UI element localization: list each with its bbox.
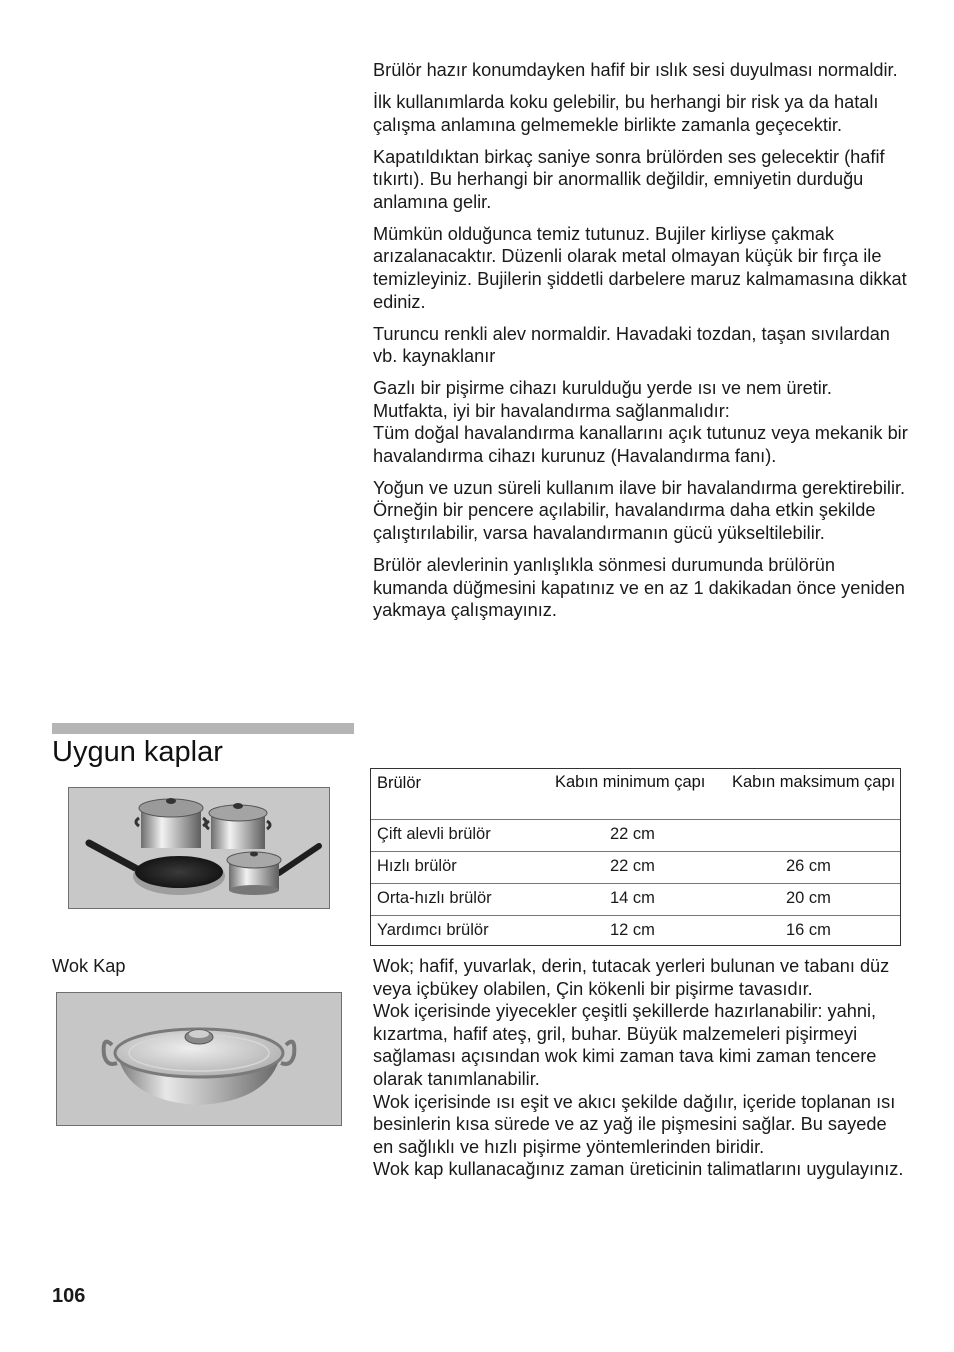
wok-label: Wok Kap [52, 956, 126, 976]
table-cell: 22 cm [610, 825, 655, 843]
table-cell: 16 cm [786, 921, 831, 939]
table-cell: Yardımcı brülör [377, 921, 489, 939]
instructions-text [373, 59, 908, 631]
table-cell: 14 cm [610, 889, 655, 907]
paragraph: Brülör hazır konumdayken hafif bir ıslık sesi duyulması normaldir. [373, 60, 898, 80]
table-cell: 20 cm [786, 889, 831, 907]
column-header: Kabın minimum çapı [555, 773, 706, 791]
paragraph-line: Tüm doğal havalandırma kanallarını açık tutunuz veya mekanik bir havalandırma cihazı kurunuz (Havalandırma fanı). [373, 423, 908, 466]
paragraph: Wok içerisinde yiyecekler çeşitli şekillerde hazırlanabilir: yahni, kızartma, hafif ateş, gril, buhar. Büyük malzemeleri pişirmeyi sağlaması açısından wok kimi zaman tava kimi zaman tencere olarak tanımlanabilir. [373, 1001, 877, 1089]
table-cell: Çift alevli brülör [377, 825, 491, 843]
paragraph: Turuncu renkli alev normaldir. Havadaki tozdan, taşan sıvılardan vb. kaynaklanır [373, 323, 890, 367]
table-header-row [371, 769, 900, 819]
table-row [371, 851, 900, 884]
table-cell: 26 cm [786, 857, 831, 875]
paragraph: Brülör alevlerinin yanlışlıkla sönmesi durumunda brülörün kumanda düğmesini kapatınız ve en az 1 dakikadan önce yeniden yakmaya çalışmayınız. [373, 555, 905, 621]
section-title: Uygun kaplar [52, 736, 223, 768]
table-cell: 12 cm [610, 921, 655, 939]
section-divider-bar [52, 723, 354, 734]
page-number: 106 [52, 1285, 86, 1307]
table-cell: 22 cm [610, 857, 655, 875]
table-row [371, 883, 900, 916]
cookware-set-image [68, 787, 330, 909]
column-header: Brülör [377, 774, 422, 792]
wok-image [56, 992, 342, 1126]
paragraph: İlk kullanımlarda koku gelebilir, bu herhangi bir risk ya da hatalı çalışma anlamına gelmemekle birlikte zamanla geçecektir. [373, 91, 879, 135]
table-cell: Orta-hızlı brülör [377, 889, 492, 907]
paragraph: Yoğun ve uzun süreli kullanım ilave bir havalandırma gerektirebilir. Örneğin bir pencere açılabilir, havalandırma daha etkin şekilde çalıştırılabilir, varsa havalandırmanın gücü yükseltilebilir. [373, 477, 906, 544]
column-header: Kabın maksimum çapı [732, 773, 896, 791]
table-row [371, 915, 900, 946]
burner-pot-size-table [370, 768, 901, 946]
paragraph: Wok; hafif, yuvarlak, derin, tutacak yerleri bulunan ve tabanı düz veya içbükey olabilen, Çin kökenli bir pişirme tavasıdır. [373, 956, 890, 999]
table-row [371, 819, 900, 852]
paragraph: Mümkün olduğunca temiz tutunuz. Bujiler kirliyse çakmak arızalanacaktır. Düzenli olarak metal olmayan küçük bir fırça ile temizleyiniz. Bujilerin şiddetli darbelere maruz kalmamasına dikkat ediniz. [373, 223, 907, 312]
paragraph-line: Gazlı bir pişirme cihazı kurulduğu yerde ısı ve nem üretir. Mutfakta, iyi bir havalandırma sağlanmalıdır: [373, 378, 832, 421]
paragraph [373, 377, 908, 467]
table-cell: Hızlı brülör [377, 857, 457, 875]
wok-description [373, 955, 908, 1181]
paragraph: Wok kap kullanacağınız zaman üreticinin talimatlarını uygulayınız. [373, 1159, 904, 1180]
paragraph: Kapatıldıktan birkaç saniye sonra brülörden ses gelecektir (hafif tıkırtı). Bu herhangi bir anormallik değildir, emniyetin durduğu anlamına gelir. [373, 146, 885, 212]
paragraph: Wok içerisinde ısı eşit ve akıcı şekilde dağılır, içeride toplanan ısı besinlerin kısa sürede ve az yağ ile pişmesini sağlar. Bu sayede en sağlıklı ve hızlı pişirme yöntemlerinden biridir. [373, 1091, 896, 1157]
